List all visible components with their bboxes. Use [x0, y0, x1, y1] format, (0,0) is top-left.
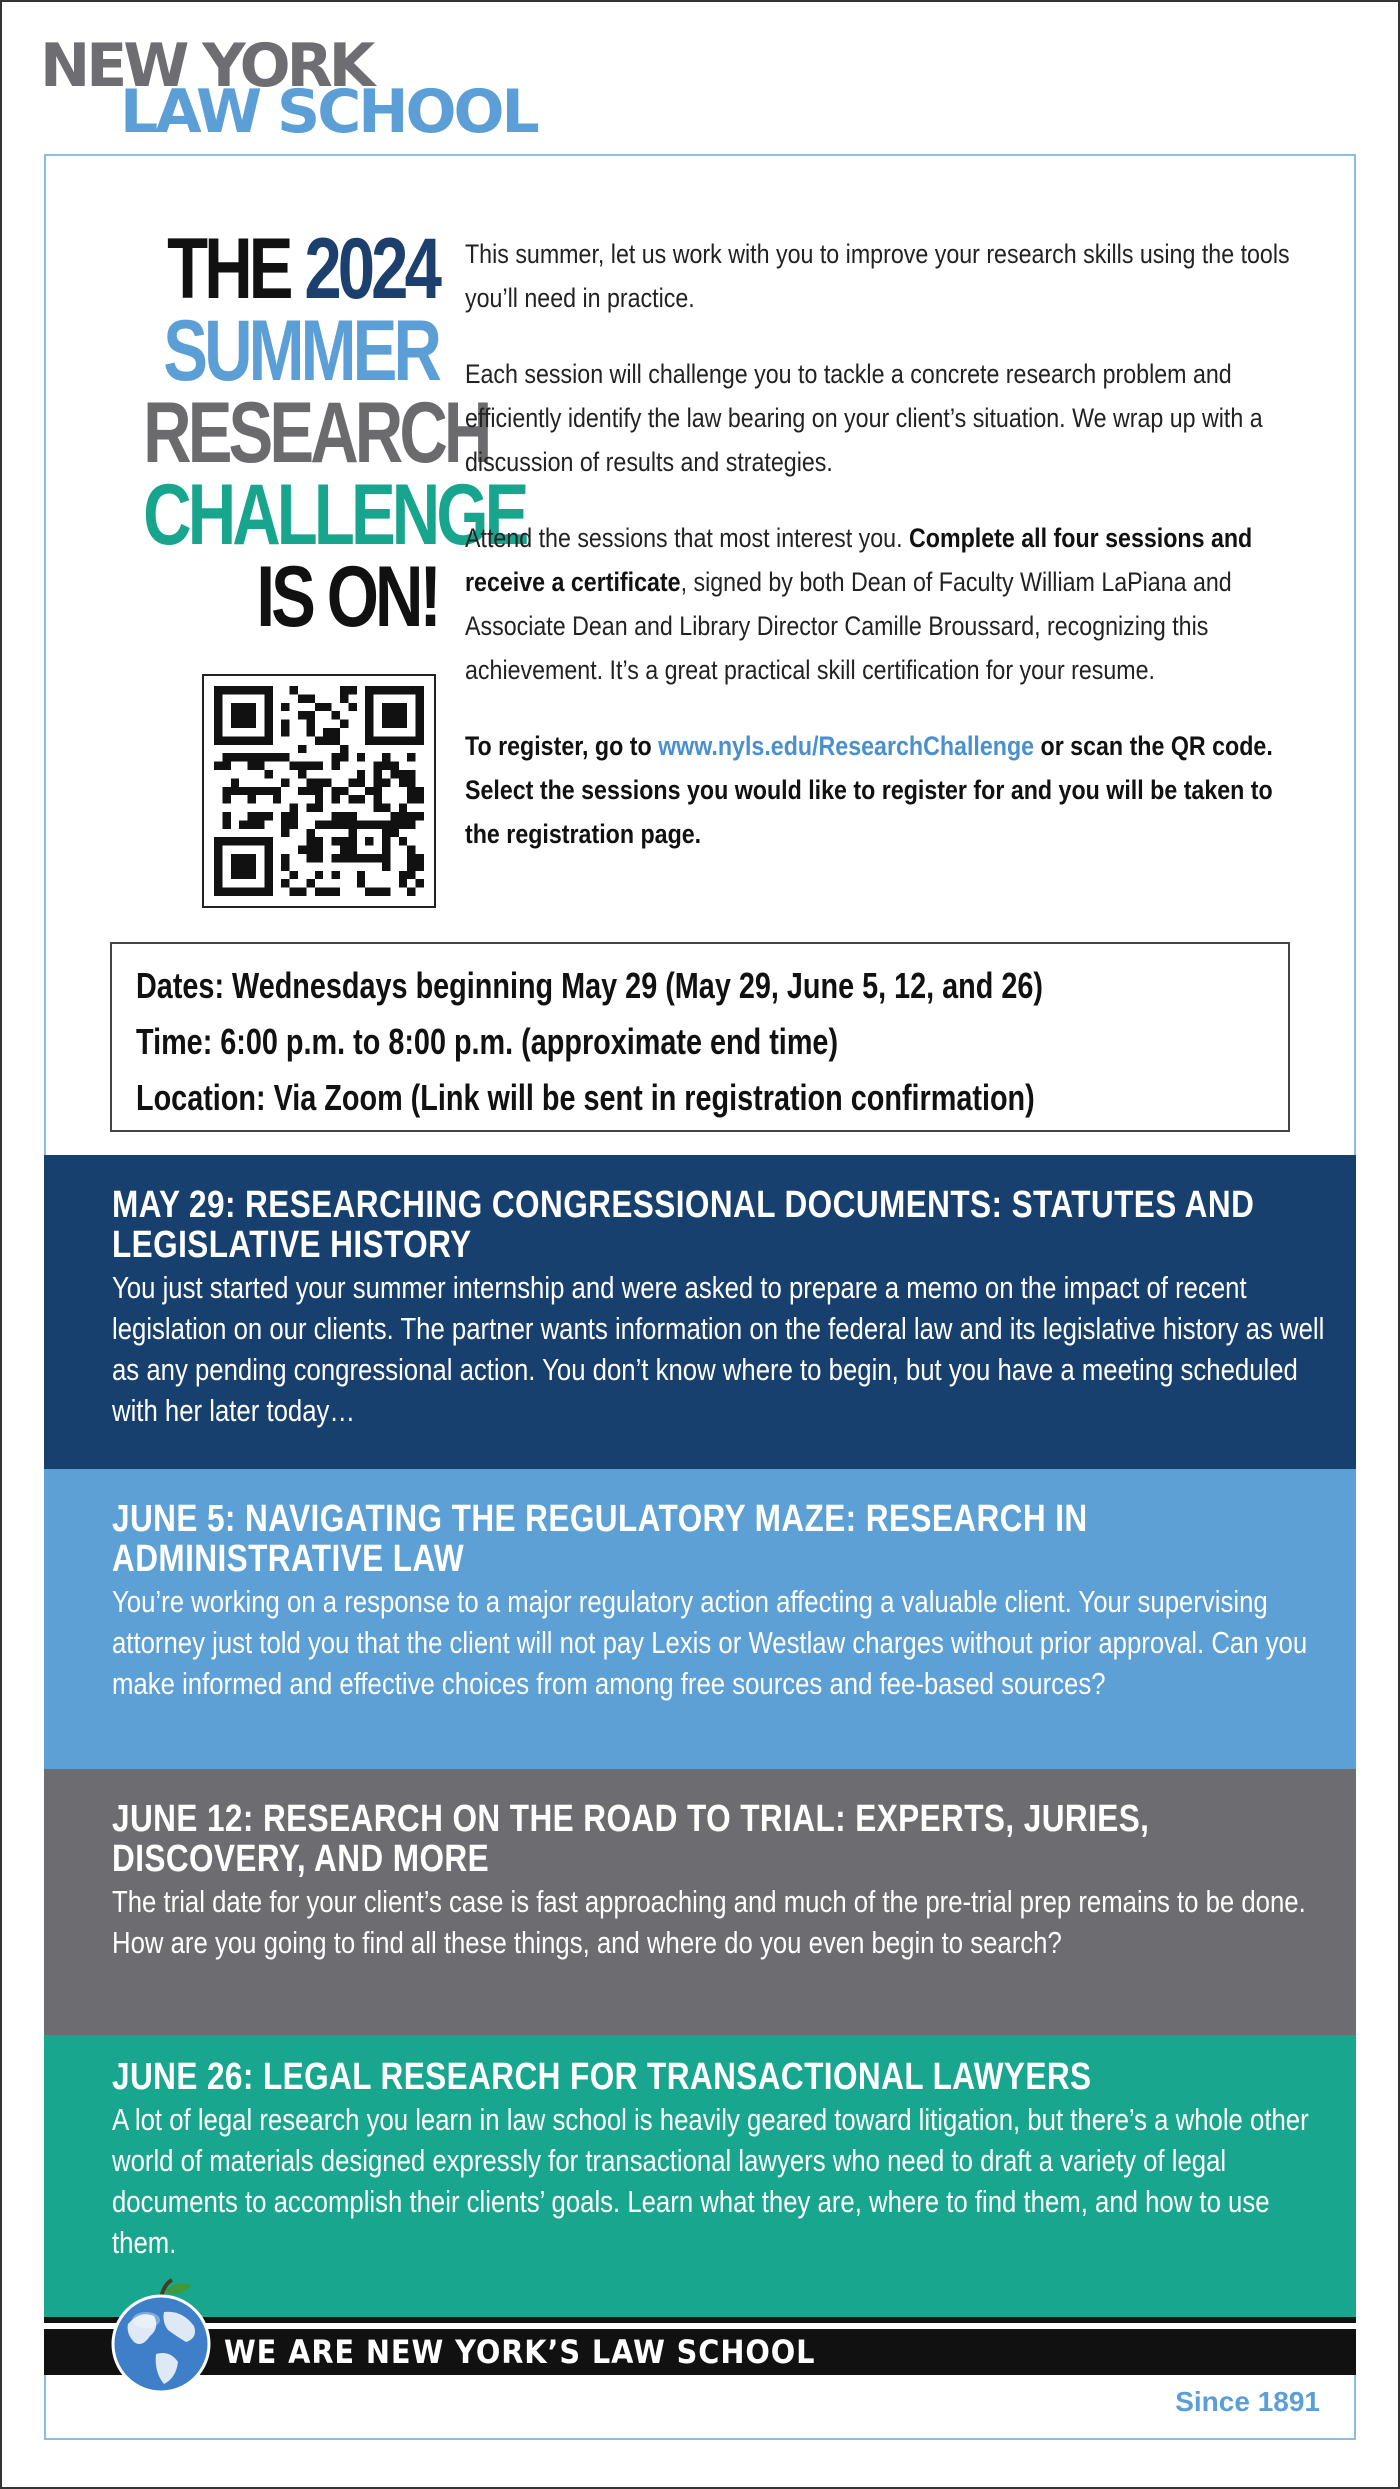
globe-apple-icon: [106, 2276, 216, 2394]
session-june-5: [44, 1469, 1356, 1769]
session-june-26: [44, 2035, 1356, 2317]
logo-line-1: NEW YORK: [40, 31, 372, 101]
session-description: The trial date for your client’s case is fast approaching and much of the pre-trial prep remains to be done. How are you going to find all these things, and where do you even begin to search?: [112, 1884, 1306, 1960]
headline-is-on: IS ON!: [256, 549, 438, 645]
session-heading: JUNE 12: RESEARCH ON THE ROAD TO TRIAL: EXPERTS, JURIES, DISCOVERY, AND MORE: [112, 1798, 1150, 1880]
registration-link[interactable]: www.nyls.edu/ResearchChallenge: [658, 731, 1035, 761]
headline-year: 2024: [304, 221, 438, 317]
footer-slogan: WE ARE NEW YORK’S LAW SCHOOL: [224, 2333, 816, 2371]
headline: [143, 221, 526, 645]
headline-summer: SUMMER: [163, 303, 438, 399]
intro-p3-end: , signed by both Dean of Faculty William LaPiana and Associate Dean and Library Director Camille Broussard, recognizing this achievement. It’s a great practical skill certification for your resume.: [465, 567, 1232, 685]
since-1891: Since 1891: [1175, 2386, 1320, 2417]
registration-qr-code[interactable]: [202, 674, 436, 908]
certificate-callout: Complete all four sessions and receive a certificate: [465, 523, 1253, 597]
register-end: or scan the QR code. Select the sessions you would like to register for and you will be taken to the registration page.: [465, 731, 1273, 849]
event-time: Time: 6:00 p.m. to 8:00 p.m. (approximate end time): [136, 1021, 839, 1062]
register-start: To register, go to: [465, 731, 652, 761]
intro-text: [465, 232, 1290, 888]
session-description: A lot of legal research you learn in law school is heavily geared toward litigation, but there’s a whole other world of materials designed expressly for transactional lawyers who need to draft a variety of legal documents to accomplish their clients’ goals. Learn what they are, where to find them, and how to use them.: [112, 2102, 1309, 2260]
event-location: Location: Via Zoom (Link will be sent in registration confirmation): [136, 1077, 1035, 1118]
headline-the: THE: [167, 221, 290, 317]
session-may-29: [44, 1155, 1356, 1469]
intro-p3-start: Attend the sessions that most interest you.: [465, 523, 903, 553]
session-heading: MAY 29: RESEARCHING CONGRESSIONAL DOCUMENTS: STATUTES AND LEGISLATIVE HISTORY: [112, 1184, 1255, 1266]
event-details-box: [110, 942, 1290, 1132]
session-june-12: [44, 1769, 1356, 2035]
session-heading: JUNE 5: NAVIGATING THE REGULATORY MAZE: RESEARCH IN ADMINISTRATIVE LAW: [112, 1498, 1088, 1580]
register-paragraph: [465, 724, 1291, 856]
session-description: You just started your summer internship and were asked to prepare a memo on the impact of recent legislation on our clients. The partner wants information on the federal law and its legislative history as well as any pending congressional action. You don’t know where to begin, but you have a meeting scheduled with her later today…: [112, 1270, 1325, 1428]
intro-paragraph-2: Each session will challenge you to tackle a concrete research problem and efficiently identify the law bearing on your client’s situation. We wrap up with a discussion of results and strategies.: [465, 359, 1263, 477]
logo-line-2: LAW SCHOOL: [120, 77, 537, 147]
session-description: You’re working on a response to a major regulatory action affecting a valuable client. Your supervising attorney just told you that the client will not pay Lexis or Westlaw charges without prior approval. Can you make informed and effective choices from among free sources and fee-based sources?: [112, 1584, 1308, 1701]
headline-research: RESEARCH: [143, 385, 489, 481]
qr-code-icon: [214, 686, 424, 896]
intro-paragraph-3: [465, 516, 1291, 692]
headline-challenge: CHALLENGE: [143, 467, 526, 563]
session-heading: JUNE 26: LEGAL RESEARCH FOR TRANSACTIONAL LAWYERS: [112, 2056, 1092, 2098]
intro-paragraph-1: This summer, let us work with you to improve your research skills using the tools you’ll need in practice.: [465, 239, 1290, 313]
event-dates: Dates: Wednesdays beginning May 29 (May 29, June 5, 12, and 26): [136, 965, 1043, 1006]
